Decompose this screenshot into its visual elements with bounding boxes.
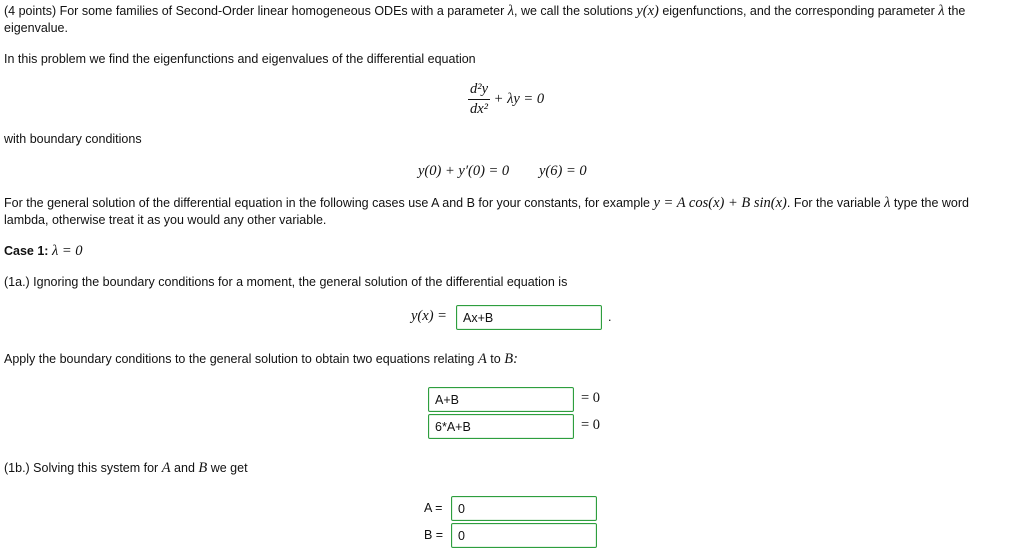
general-note-line-2: lambda, otherwise treat it as you would any other variable. [4,213,327,227]
a-label: A = [424,501,443,515]
ode-rest: + λy = 0 [493,90,545,107]
lambda-symbol: λ [507,3,515,19]
question-1a: (1a.) Ignoring the boundary conditions for a moment, the general solution of the differential equation is [4,275,568,289]
intro-line-2: eigenvalue. [4,21,68,35]
ode-fraction: $\frac{\text{d²y}}{\text{dx²}}$ [470,81,489,117]
yx-label: y(x) = [411,308,447,324]
equation-1-input[interactable]: A+B [428,387,574,412]
intro-text: eigenfunctions, and the corresponding parameter [662,4,935,18]
problem-statement: In this problem we find the eigenfunctions and eigenvalues of the differential equation [4,52,476,66]
equation-1-rhs: = 0 [581,390,601,406]
a-value-input[interactable]: 0 [451,496,597,521]
ode-equation [468,81,544,118]
intro-text: the [947,4,966,18]
general-note-line-1: For the general solution of the differential equation in the following cases use A and B for your constants, for example y = A cos(x) + B sin(x). For the variable λ type the word [4,195,969,211]
lambda-symbol: λ [938,3,945,19]
points-label: (4 points) [4,4,57,18]
boundary-label: with boundary conditions [4,132,142,146]
equation-2-rhs: = 0 [581,417,601,433]
case-1-condition: λ = 0 [51,243,83,259]
intro-text: , we call the solutions [514,4,633,18]
intro-line-1 [4,3,965,20]
case-1-heading: Case 1: λ = 0 [4,243,83,259]
b-label: B = [424,528,444,542]
b-value-input[interactable]: 0 [451,523,597,548]
apply-instructions: Apply the boundary conditions to the general solution to obtain two equations relating A to B: [4,351,518,367]
yx-symbol: y(x) [636,3,659,19]
equation-2-input[interactable]: 6*A+B [428,414,574,439]
general-solution-input[interactable]: Ax+B [456,305,602,330]
period: . [608,310,612,324]
lambda-symbol: λ [884,195,891,211]
boundary-condition-1: y(0) + y′(0) = 0 [418,163,510,179]
boundary-condition-2: y(6) = 0 [539,163,587,179]
example-formula: y = A cos(x) + B sin(x) [653,195,787,211]
intro-text: For some families of Second-Order linear homogeneous ODEs with a parameter [59,4,505,18]
question-1b: (1b.) Solving this system for A and B we get [4,460,248,476]
